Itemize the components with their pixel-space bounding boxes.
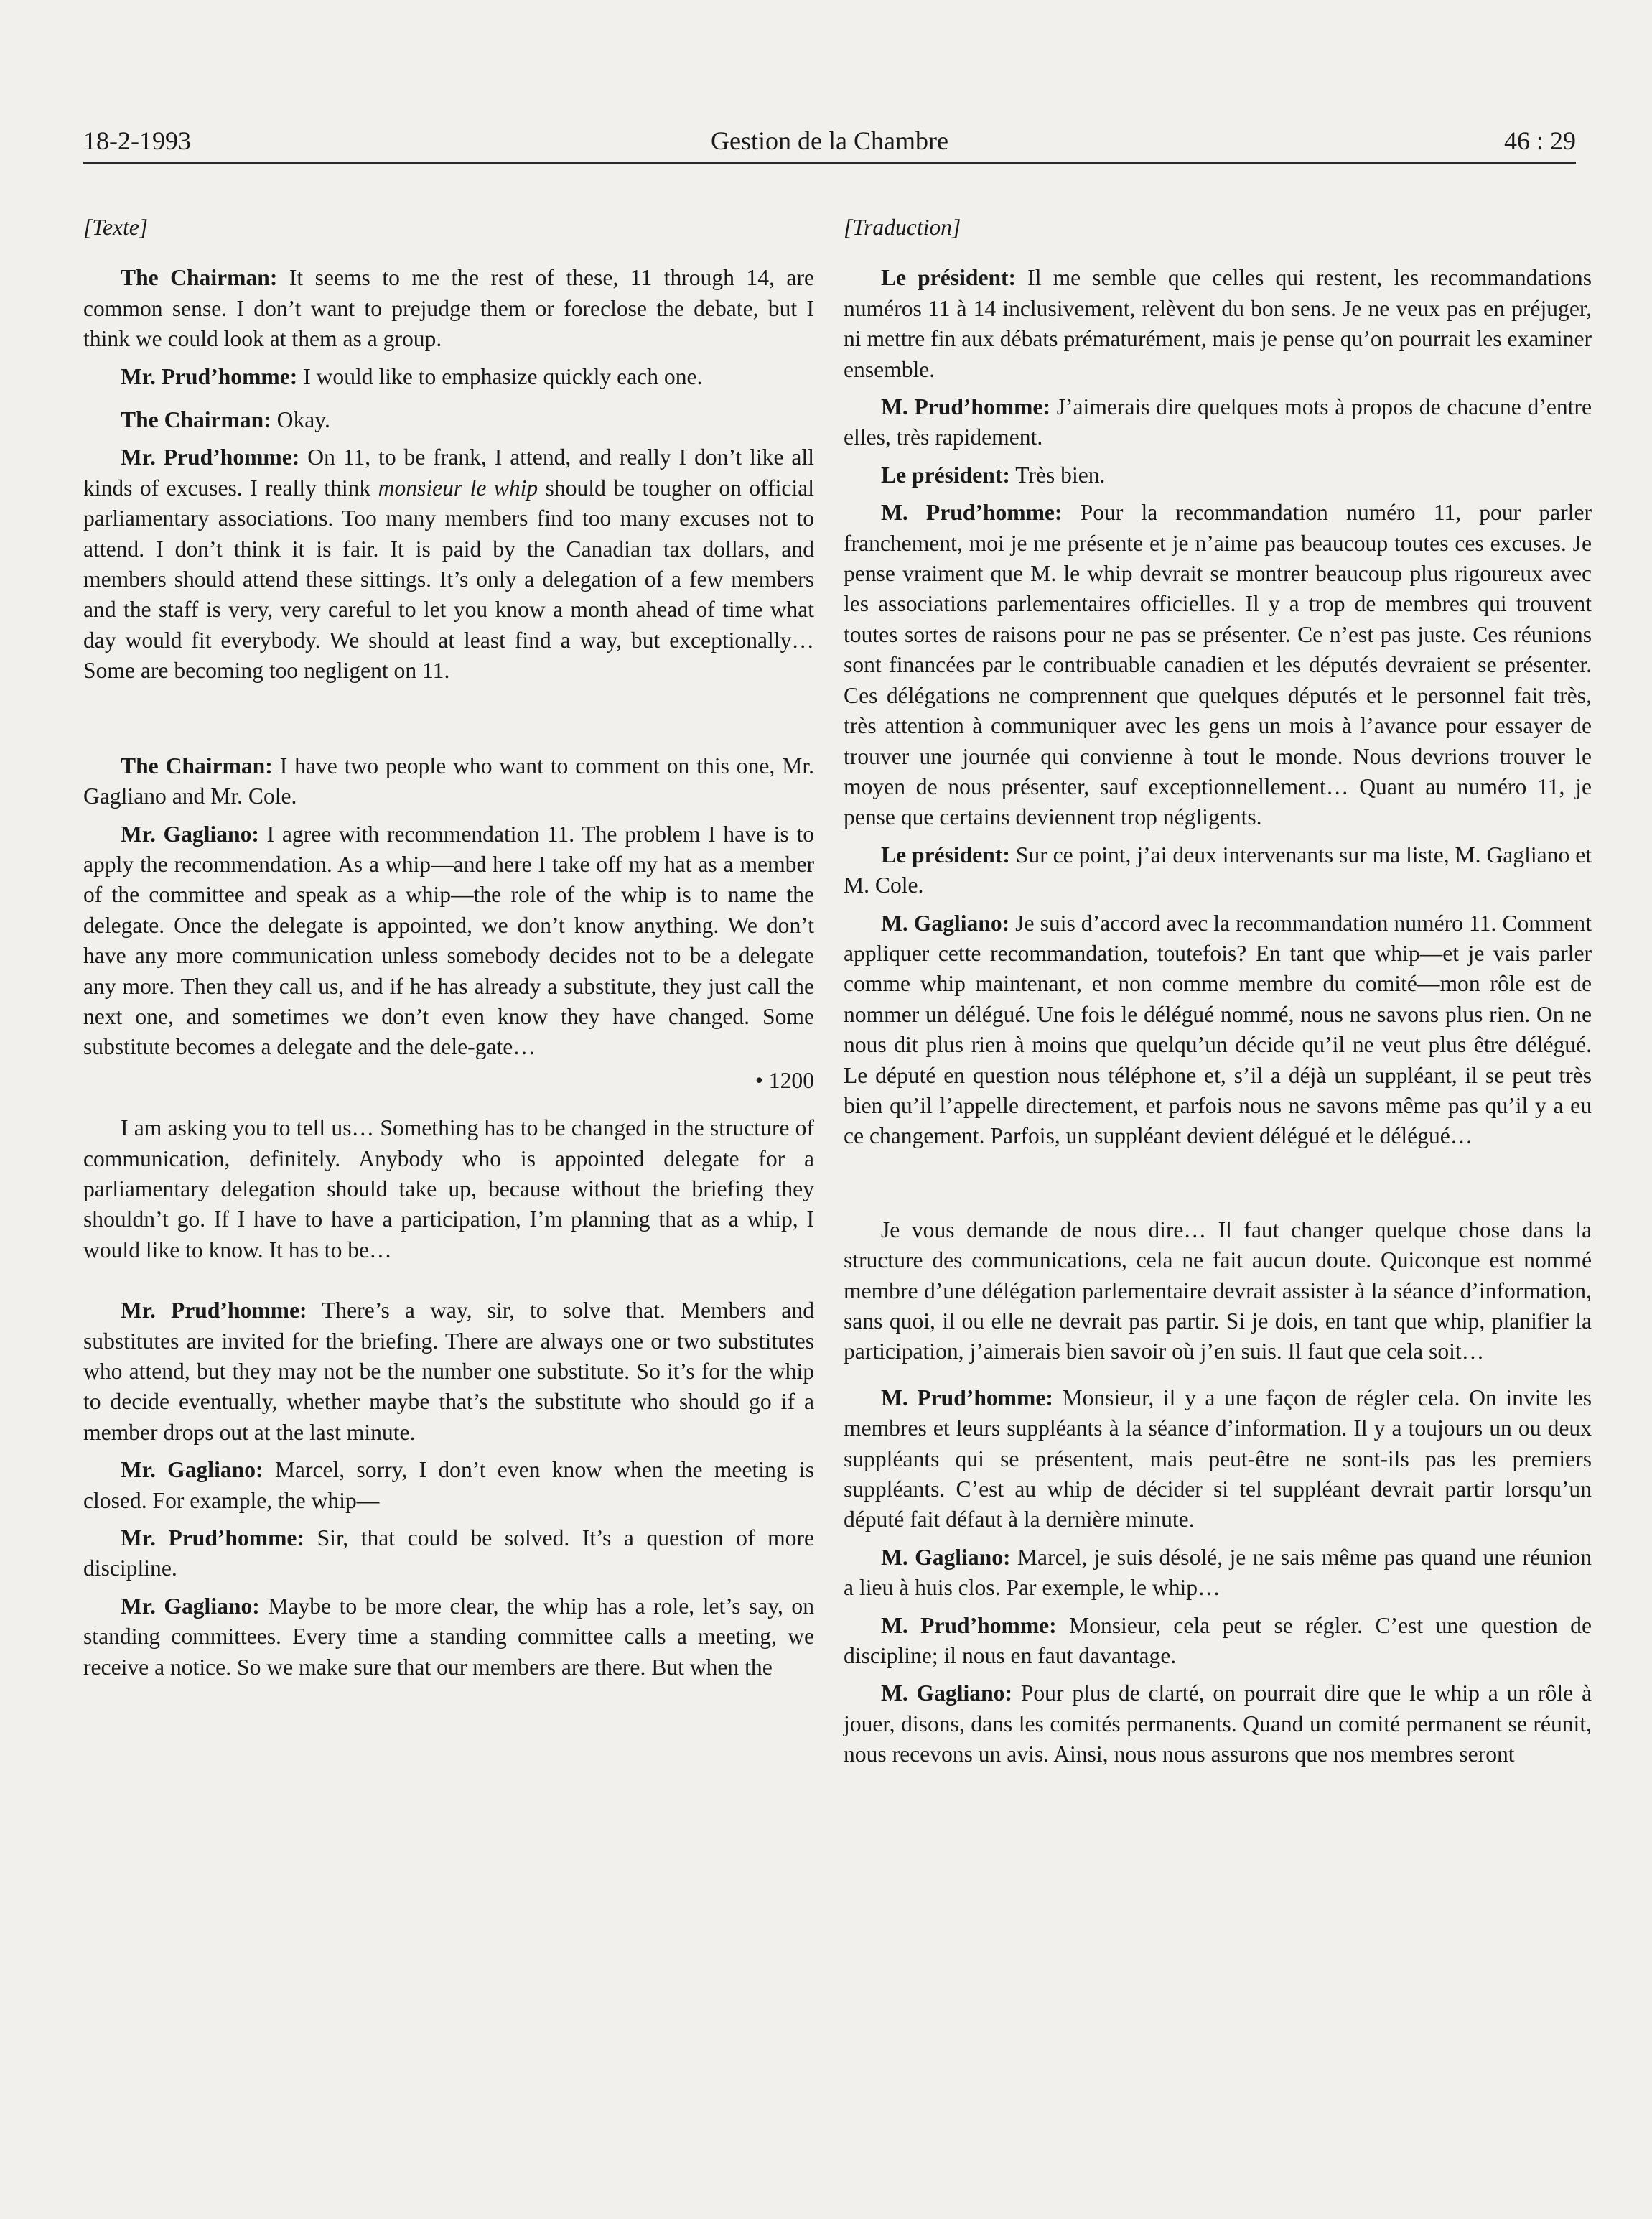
speech-paragraph <box>83 362 814 392</box>
header-title: Gestion de la Chambre <box>711 126 948 155</box>
speech-text: Marcel, je suis désolé, je ne sais même pas quand une réunion a lieu à huis clos. Par exemple, le whip… <box>844 1544 1592 1601</box>
column-label: [Traduction] <box>844 215 961 240</box>
speech-paragraph <box>844 908 1592 1152</box>
speech-text: J’aimerais dire quelques mots à propos de chacune d’entre elles, très rapidement. <box>844 394 1592 450</box>
speech-paragraph <box>844 1543 1592 1604</box>
speaker-name: Mr. Prud’homme: <box>121 1525 304 1551</box>
speech-text: Pour la recommandation numéro 11, pour parler franchement, moi je me présente et je n’aime pas beaucoup toutes ces excuses. Je pense vraiment que M. le whip devrait se montrer beaucoup plus rigoureux avec les associations parlementaires officielles. Il y a trop de membres qui trouvent toutes sortes de raisons pour ne pas se présenter. Ce n’est pas juste. Ces réunions sont financées par le contribuable canadien et les députés devraient se présenter. Ces délégations ne comprennent que quelques députés et le personnel fait très, très attention à communiquer avec les gens un mois à l’avance pour essayer de trouver une journée qui convienne à tout le monde. Nous devrions trouver le moyen de nous présenter, sauf exceptionnellement… Quant au numéro 11, je pense que certains deviennent trop négligents. <box>844 500 1592 830</box>
speech-text: Monsieur, cela peut se régler. C’est une question de discipline; il nous en faut davantage. <box>844 1612 1592 1669</box>
speech-paragraph <box>844 498 1592 832</box>
speaker-name: The Chairman: <box>121 753 273 778</box>
english-column <box>83 213 814 1690</box>
speaker-name: The Chairman: <box>121 407 271 433</box>
speech-text: Marcel, sorry, I don’t even know when the meeting is closed. For example, the whip— <box>83 1457 814 1513</box>
speech-text: Pour plus de clarté, on pourrait dire que le whip a un rôle à jouer, disons, dans les comités permanents. Quand un comité permanent se réunit, nous recevons un avis. Ainsi, nous nous assurons que nos membres seront <box>844 1680 1592 1767</box>
speech-text: Très bien. <box>1015 462 1106 488</box>
speaker-name: Mr. Prud’homme: <box>121 1298 307 1324</box>
speech-paragraph <box>83 405 814 435</box>
speech-paragraph <box>844 1383 1592 1535</box>
speaker-name: Le président: <box>881 265 1017 291</box>
speaker-name: M. Prud’homme: <box>881 500 1063 526</box>
speech-paragraph <box>844 460 1592 490</box>
speech-text: should be tougher on official parliamentary associations. Too many members find too many excuses not to attend. I don’t think it is fair. It is paid by the Canadian tax dollars, and members should attend these sittings. It’s only a delegation of a few members and the staff is very, very careful to let you know a month ahead of time what day would fit everybody. We should at least find a way, but exceptionally… Some are becoming too negligent on 11. <box>83 475 814 684</box>
speech-text: I have two people who want to comment on this one, Mr. Gagliano and Mr. Cole. <box>83 753 814 809</box>
page-header <box>83 122 1576 164</box>
speech-paragraph <box>844 840 1592 901</box>
time-marker: • 1200 <box>755 1067 814 1093</box>
speech-text: There’s a way, sir, to solve that. Members and substitutes are invited for the briefing. There are always one or two substitutes who attend, but they may not be the number one substitute. So it’s for the whip to decide eventually, whether maybe that’s the substitute who should go if a member drops out at the last minute. <box>83 1298 814 1445</box>
speech-paragraph <box>83 1455 814 1516</box>
speech-paragraph <box>83 1295 814 1448</box>
speech-text: I am asking you to tell us… Something has to be changed in the structure of communication, definitely. Anybody who is appointed delegate for a parliamentary delegation should take up, because without the briefing they shouldn’t go. If I have to have a participation, I’m planning that as a whip, I would like to know. It has to be… <box>83 1115 814 1262</box>
speech-text: It seems to me the rest of these, 11 through 14, are common sense. I don’t want to prejudge them or foreclose the debate, but I think we could look at them as a group. <box>83 265 814 352</box>
speaker-name: Mr. Gagliano: <box>121 1593 260 1619</box>
speech-text: On 11, to be frank, I attend, and really I don’t like all kinds of excuses. I really think <box>83 445 814 501</box>
header-rule <box>83 162 1576 164</box>
header-page-number: 46 : 29 <box>1503 126 1576 155</box>
speech-text: Sir, that could be solved. It’s a question of more discipline. <box>83 1525 814 1581</box>
speaker-name: M. Prud’homme: <box>881 394 1050 420</box>
speech-paragraph <box>83 442 814 686</box>
speaker-name: The Chairman: <box>121 265 278 291</box>
speaker-name: M. Prud’homme: <box>881 1612 1057 1638</box>
speaker-name: Le président: <box>881 462 1010 488</box>
speech-text: Sur ce point, j’ai deux intervenants sur ma liste, M. Gagliano et M. Cole. <box>844 842 1592 898</box>
speech-paragraph <box>844 1611 1592 1672</box>
speech-text: Maybe to be more clear, the whip has a role, let’s say, on standing committees. Every time a standing committee calls a meeting, we receive a notice. So we make sure that our members are there. But when the <box>83 1593 814 1680</box>
speaker-name: M. Prud’homme: <box>881 1385 1053 1410</box>
speech-paragraph <box>844 1678 1592 1769</box>
speech-paragraph <box>83 819 814 1063</box>
speech-paragraph <box>83 263 814 354</box>
speech-text: I would like to emphasize quickly each one. <box>303 363 703 389</box>
speech-paragraph <box>83 1113 814 1265</box>
speech-text: Je suis d’accord avec la recommandation numéro 11. Comment appliquer cette recommandation, toutefois? En tant que whip—et je vais parler comme whip maintenant, et non comme membre du comité—mon rôle est de nommer un délégué. Une fois le délégué nommé, nous ne savons plus rien. On ne nous dit plus rien à moins que quelqu’un décide qu’il ne veut plus être délégué. Le député en question nous téléphone et, s’il a déjà un suppléant, il se peut très bien qu’il l’appelle directement, et parfois nous ne savons même pas qu’il y a eu ce changement. Parfois, un suppléant devient délégué et le délégué… <box>844 910 1592 1149</box>
speaker-name: Mr. Gagliano: <box>121 1457 263 1483</box>
speaker-name: Mr. Prud’homme: <box>121 445 300 470</box>
column-label: [Texte] <box>83 215 149 240</box>
speaker-name: M. Gagliano: <box>881 1680 1012 1706</box>
speaker-name: M. Gagliano: <box>881 1544 1011 1570</box>
speaker-name: Le président: <box>881 842 1010 867</box>
speech-text: Il me semble que celles qui restent, les recommandations numéros 11 à 14 inclusivement, relèvent du bon sens. Je ne veux pas en préjuger, ni mettre fin aux débats prématurément, mais je pense qu’on pourrait les examiner ensemble. <box>844 265 1592 382</box>
french-column <box>844 213 1592 1777</box>
speaker-name: Mr. Gagliano: <box>121 821 259 847</box>
speech-text: Monsieur, il y a une façon de régler cela. On invite les membres et leurs suppléants à la séance d’information. Il y a toujours un ou deux suppléants qui se présentent, mais peut-être ne sont-ils pas les premiers suppléants. C’est au whip de décider si tel suppléant devrait partir lorsqu’un député fait défaut à la dernière minute. <box>844 1385 1592 1532</box>
speaker-name: Mr. Prud’homme: <box>121 363 298 389</box>
speech-paragraph <box>83 1591 814 1683</box>
header-date: 18-2-1993 <box>83 126 191 155</box>
speech-text: I agree with recommendation 11. The problem I have is to apply the recommendation. As a whip—and here I take off my hat as a member of the committee and speak as a whip—the role of the whip is to name the delegate. Once the delegate is appointed, we don’t know anything. We don’t have any more communication unless somebody decides not to be a delegate any more. Then they call us, and if he has already a substitute, they just call the next one, and sometimes we don’t even know they have changed. Some substitute becomes a delegate and the dele-gate… <box>83 821 814 1060</box>
speech-paragraph <box>844 392 1592 453</box>
speech-paragraph <box>844 263 1592 385</box>
speech-text: Je vous demande de nous dire… Il faut changer quelque chose dans la structure des communications, cela ne fait aucun doute. Quiconque est nommé membre d’une délégation parlementaire devrait assister à la séance d’information, sans quoi, il ou elle ne devrait pas partir. Si je dois, en tant que whip, planifier la participation, j’aimerais bien savoir où j’en suis. Il faut que cela soit… <box>844 1217 1592 1364</box>
speech-paragraph <box>83 1523 814 1584</box>
speech-paragraph <box>844 1215 1592 1367</box>
speaker-name: M. Gagliano: <box>881 910 1010 936</box>
speech-text: Okay. <box>276 407 330 433</box>
speech-paragraph <box>83 751 814 812</box>
speech-italic-text: monsieur le whip <box>378 475 538 501</box>
